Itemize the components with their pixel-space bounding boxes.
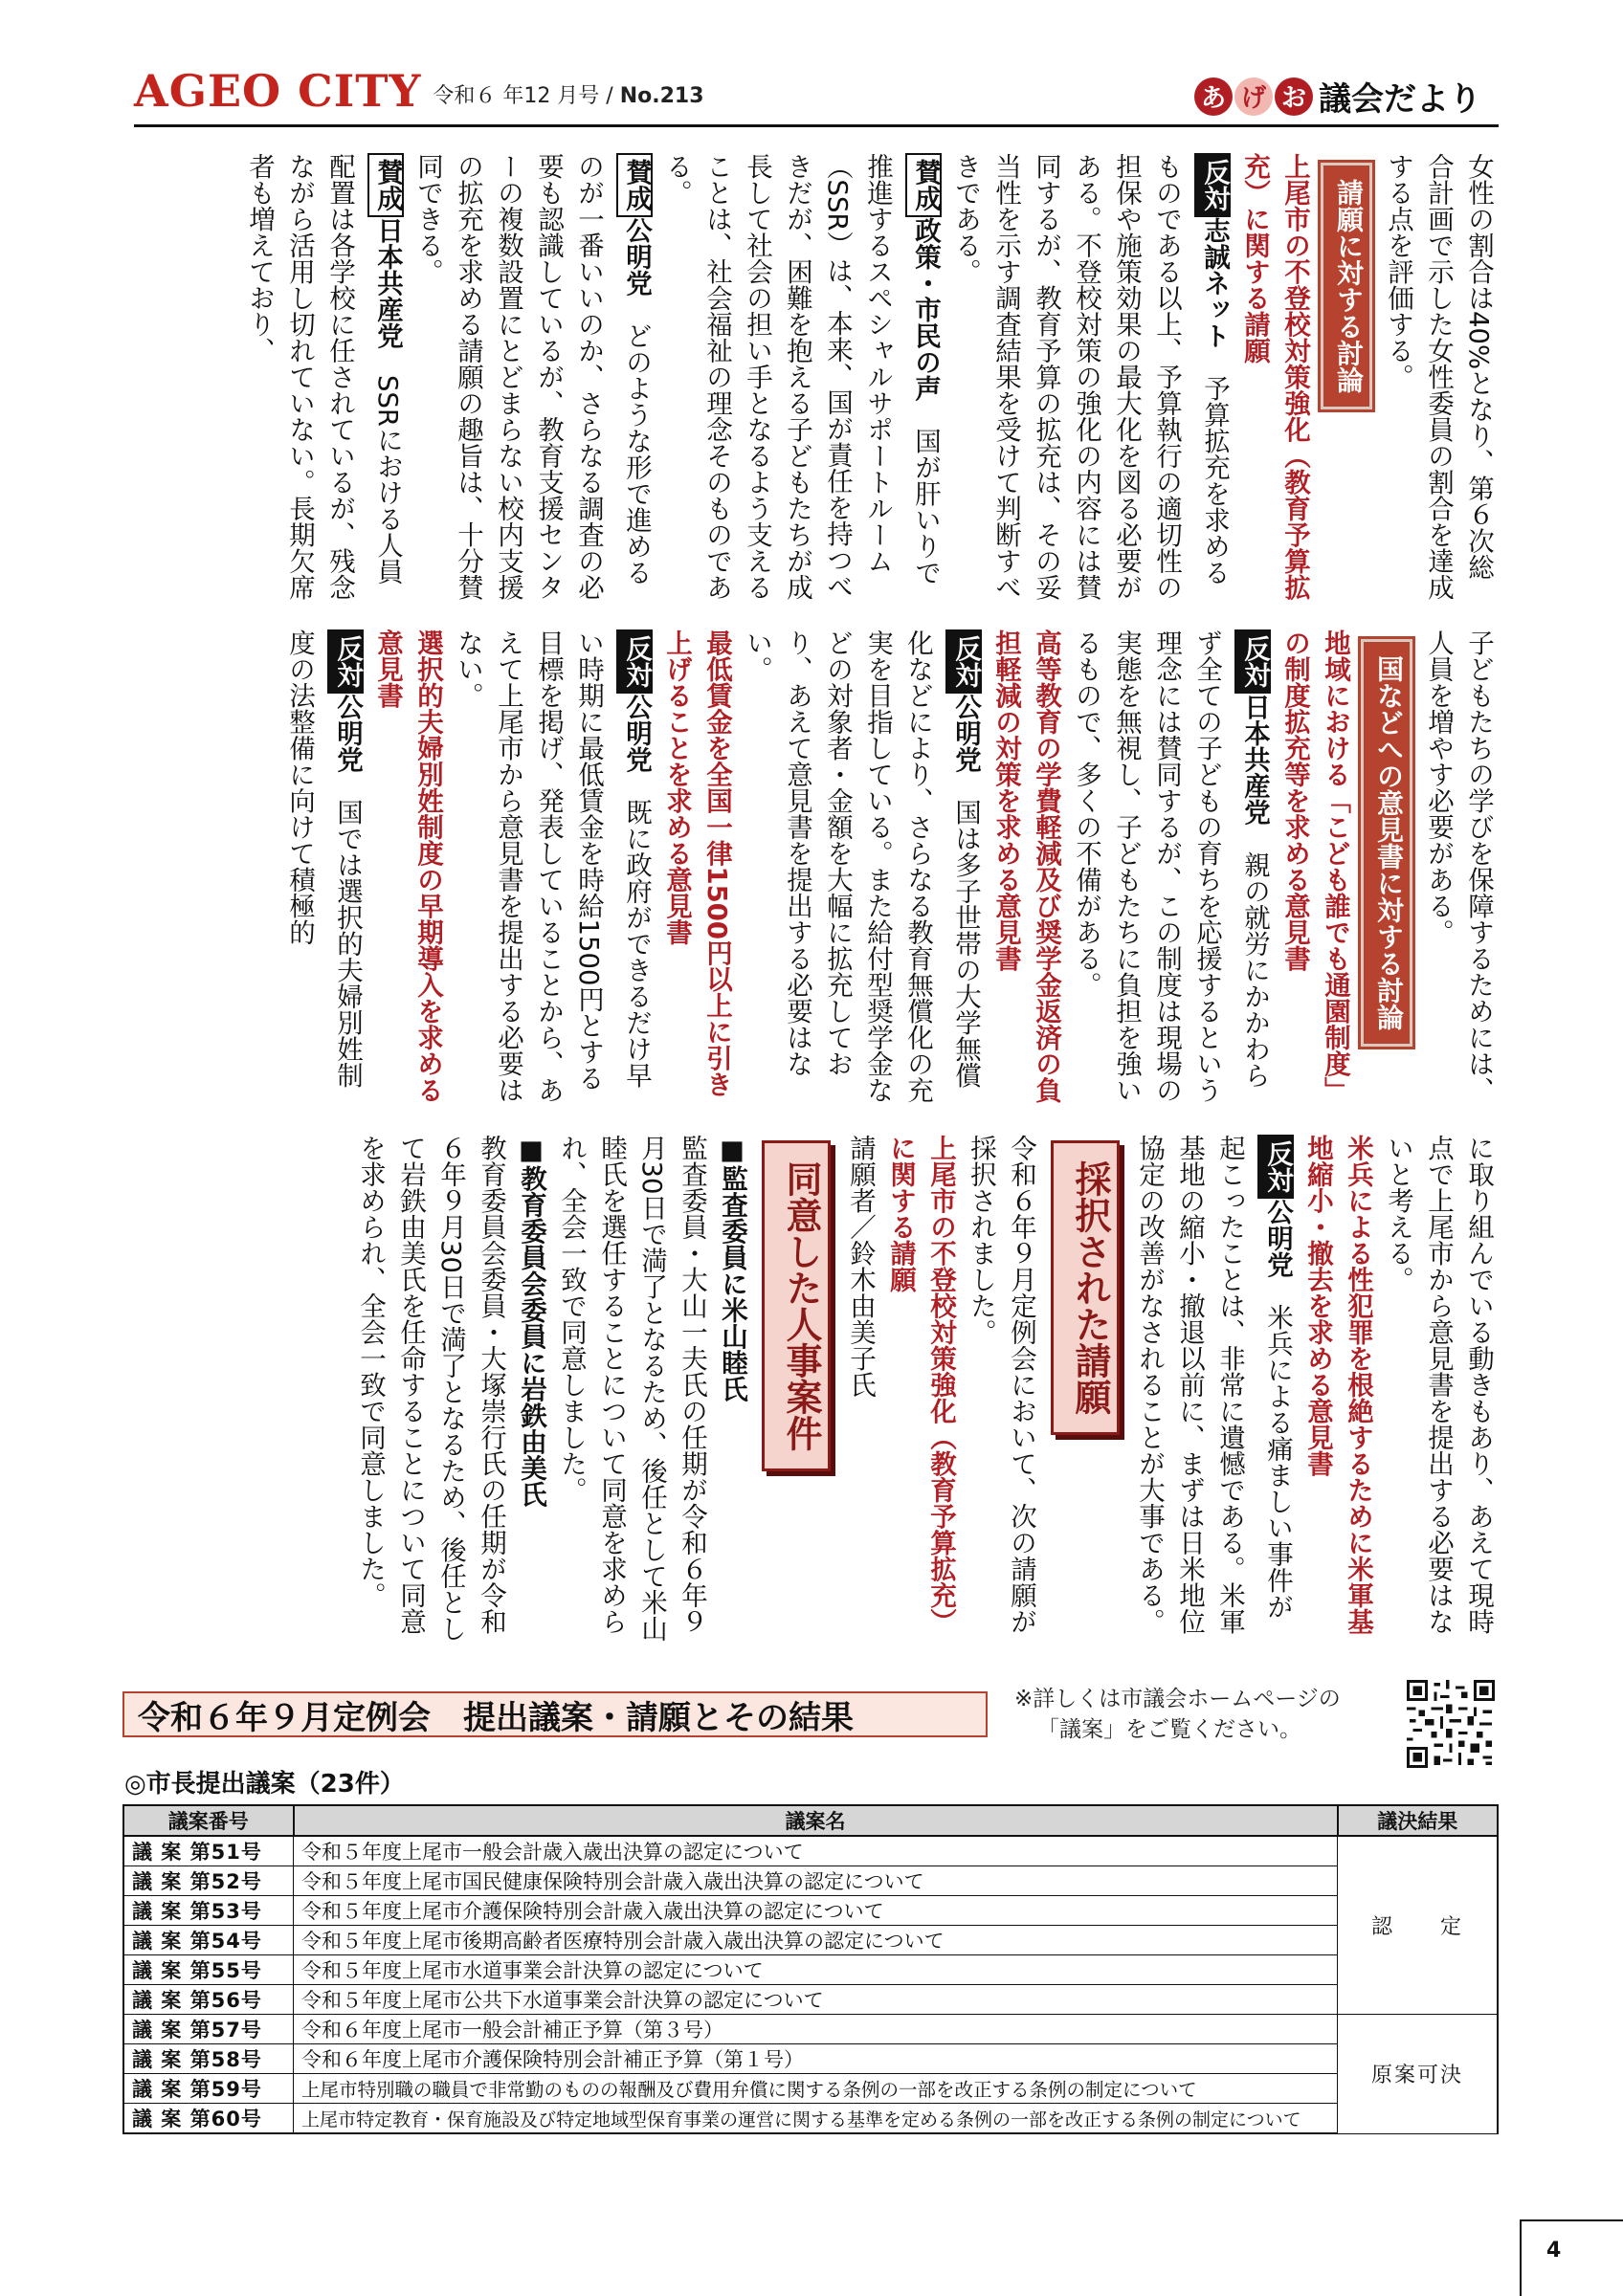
opinion-paragraph: 賛成公明党 どのような形で進めるのが一番いいのか、さらなる調査の必要も認識しているが、教育支援センターの複数設置にとどまらない校内支援の拡充を求める請願の趣旨は、十分賛同できる。 [412, 153, 652, 601]
table-row [123, 2074, 1498, 2104]
results-note: ※詳しくは市議会ホームページの 「議案」をご覧ください。 [1014, 1687, 1341, 1742]
bill-name: 令和５年度上尾市一般会計歳入歳出決算の認定について [294, 1836, 1338, 1866]
table-row [123, 1836, 1498, 1866]
section-heading-adopted-petition: 採択された請願 [1051, 1140, 1120, 1435]
personnel-heading: ■教育委員会委員に岩鉄由美氏 [516, 1135, 546, 1508]
issue-info: 令和６ 年12 月号 / No.213 [433, 84, 704, 108]
paragraph: 女性の割合は40%となり、第６次総合計画で示した女性委員の割合を達成する点を評価する。 [1383, 153, 1494, 601]
party-name: 政策・市民の声 [910, 217, 941, 402]
bill-number: 議 案 第60号 [123, 2104, 294, 2134]
masthead [134, 65, 704, 117]
bill-number: 議 案 第58号 [123, 2044, 294, 2074]
oppose-tag: 反対 [1257, 1135, 1294, 1199]
party-name: 日本共産党 [372, 217, 403, 349]
support-tag: 賛成 [905, 153, 942, 217]
result-cell: 認 定 [1338, 1836, 1499, 2015]
article-block-adopted-personnel [124, 1135, 1499, 1642]
table-row [123, 2015, 1498, 2044]
table-row [123, 2104, 1498, 2134]
paragraph: 子どもたちの学びを保障するためには、人員を増やす必要がある。 [1423, 629, 1494, 1103]
table-header-row [123, 1805, 1498, 1836]
opinion-paragraph: 反対志誠ネット 予算拡充を求めるものである以上、予算執行の適切性の担保や施策効果の最大化を図る必要がある。不登校対策の強化の内容には賛同するが、教育予算の拡充は、その妥当性を示す調査結果を受けて判断すべきである。 [950, 153, 1230, 601]
paragraph: 令和６年９月定例会において、次の請願が採択されました。 [966, 1135, 1036, 1635]
bill-number: 議 案 第52号 [123, 1866, 294, 1896]
table-row [123, 2044, 1498, 2074]
section-heading-personnel: 同意した人事案件 [762, 1140, 831, 1471]
bill-name: 上尾市特定教育・保育施設及び特定地域型保育事業の運営に関する基準を定める条例の一部を改正する条例の制定について [294, 2104, 1338, 2134]
column-header-result: 議決結果 [1338, 1805, 1499, 1836]
oppose-tag: 反対 [1194, 153, 1231, 217]
logo-char-o: お [1275, 77, 1313, 116]
party-name: 公明党 [950, 694, 981, 773]
oppose-tag: 反対 [1234, 629, 1271, 694]
publication-title: 議会だより [1319, 80, 1481, 119]
article-block-opinion-debate [124, 629, 1499, 1108]
table-row [123, 1926, 1498, 1955]
section-heading-petition-debate: 請願に対する討論 [1321, 163, 1372, 409]
opinion-heading: 地域における「こども誰でも通園制度」の制度拡充等を求める意見書 [1279, 629, 1350, 1103]
support-tag: 賛成 [367, 153, 404, 217]
support-tag: 賛成 [616, 153, 653, 217]
page-number: 4 [1520, 2219, 1623, 2296]
table-row [123, 1896, 1498, 1926]
party-name: 公明党 [1262, 1199, 1293, 1278]
bill-name: 上尾市特別職の職員で非常勤のものの報酬及び費用弁償に関する条例の一部を改正する条例の制定について [294, 2074, 1338, 2104]
bill-name: 令和６年度上尾市一般会計補正予算（第３号） [294, 2015, 1338, 2044]
column-header-bill-number: 議案番号 [123, 1805, 294, 1836]
logo-char-a: あ [1194, 77, 1233, 116]
opinion-paragraph: 反対公明党 国は多子世帯の大学無償化などにより、さらなる教育無償化の充実を目指している。また給付型奨学金などの対象者・金額を大幅に拡充しており、あえて意見書を提出する必要はない。 [742, 629, 981, 1103]
bill-name: 令和５年度上尾市公共下水道事業会計決算の認定について [294, 1985, 1338, 2015]
opinion-heading: 最低賃金を全国一律1500円以上に引き上げることを求める意見書 [661, 629, 732, 1098]
opinion-paragraph: 反対日本共産党 親の就労にかかわらず全ての子どもの育ちを応援するという理念には賛同するが、この制度は現場の実態を無視し、子どもたちに負担を強いるもので、多くの不備がある。 [1071, 629, 1270, 1103]
opinion-heading: 高等教育の学費軽減及び奨学金返済の負担軽減の対策を求める意見書 [990, 629, 1061, 1103]
bill-number: 議 案 第56号 [123, 1985, 294, 2015]
results-title: 令和６年９月定例会 提出議案・請願とその結果 [122, 1691, 988, 1737]
bill-number: 議 案 第53号 [123, 1896, 294, 1926]
logo-char-ge: げ [1234, 77, 1273, 116]
opinion-paragraph: 賛成日本共産党 SSRにおける人員配置は各学校に任されているが、残念ながら活用し切れていない。長期欠席者も増えており、 [244, 153, 403, 601]
party-name: 公明党 [332, 694, 363, 773]
bill-name: 令和５年度上尾市後期高齢者医療特別会計歳入歳出決算の認定について [294, 1926, 1338, 1955]
bill-number: 議 案 第54号 [123, 1926, 294, 1955]
article-block-petition-debate [124, 153, 1499, 603]
party-name: 公明党 [621, 217, 652, 297]
bill-number: 議 案 第51号 [123, 1836, 294, 1866]
party-name: 公明党 [621, 694, 652, 773]
paragraph: 教育委員会委員・大塚崇行氏の任期が令和６年９月30日で満了となるため、後任として岩鉄由美氏を任命することについて同意を求められ、全会一致で同意しました。 [355, 1135, 506, 1642]
paragraph: に取り組んでいる動きもあり、あえて現時点で上尾市から意見書を提出する必要はないと考える。 [1383, 1135, 1494, 1635]
oppose-tag: 反対 [327, 629, 364, 694]
party-name: 日本共産党 [1239, 694, 1270, 826]
opinion-paragraph: 反対公明党 既に政府ができるだけ早い時期に最低賃金を時給1500円とする目標を掲げ、発表していることから、あえて上尾市から意見書を提出する必要はない。 [453, 629, 652, 1103]
petition-heading: 上尾市の不登校対策強化（教育予算拡充）に関する請願 [1239, 153, 1310, 601]
petitioner: 請願者／鈴木由美子氏 [845, 1135, 876, 1398]
opinion-paragraph: 反対公明党 米兵による痛ましい事件が起こったことは、非常に遺憾である。米軍基地の縮小・撤退以前に、まずは日米地位協定の改善がなされることが大事である。 [1134, 1135, 1293, 1635]
opinion-paragraph: 賛成政策・市民の声 国が肝いりで推進するスペシャルサポートルーム（SSR）は、本来、国が責任を持つべきだが、困難を抱える子どもたちが成長して社会の担い手となるよう支えることは、社会福祉の理念そのものである。 [661, 153, 941, 601]
paragraph: 監査委員・大山一夫氏の任期が令和６年９月30日で満了となるため、後任として米山睦氏を選任することについて同意を求められ、全会一致で同意しました。 [556, 1135, 707, 1642]
column-header-bill-name: 議案名 [294, 1805, 1338, 1836]
results-table [122, 1804, 1499, 2134]
bill-number: 議 案 第57号 [123, 2015, 294, 2044]
table-row [123, 1985, 1498, 2015]
bill-number: 議 案 第55号 [123, 1955, 294, 1985]
newsletter-title [1194, 73, 1481, 120]
opinion-heading: 選択的夫婦別姓制度の早期導入を求める意見書 [372, 629, 443, 1103]
party-name: 志誠ネット [1199, 217, 1230, 349]
adopted-petition-heading: 上尾市の不登校対策強化（教育予算拡充）に関する請願 [885, 1135, 956, 1635]
opinion-paragraph: 反対公明党 国では選択的夫婦別姓制度の法整備に向けて積極的 [284, 629, 363, 1089]
bill-name: 令和５年度上尾市国民健康保険特別会計歳入歳出決算の認定について [294, 1866, 1338, 1896]
oppose-tag: 反対 [945, 629, 982, 694]
bill-number: 議 案 第59号 [123, 2074, 294, 2104]
city-logo-text: AGEO CITY [134, 65, 422, 117]
opinion-heading: 米兵による性犯罪を根絶するために米軍基地縮小・撤去を求める意見書 [1302, 1135, 1373, 1635]
bill-name: 令和５年度上尾市介護保険特別会計歳入歳出決算の認定について [294, 1896, 1338, 1926]
table-row [123, 1955, 1498, 1985]
qr-code-icon[interactable] [1407, 1680, 1495, 1768]
result-cell: 原案可決 [1338, 2015, 1499, 2134]
bill-name: 令和６年度上尾市介護保険特別会計補正予算（第１号） [294, 2044, 1338, 2074]
table-row [123, 1866, 1498, 1896]
header-rule [134, 124, 1499, 127]
bill-name: 令和５年度上尾市水道事業会計決算の認定について [294, 1955, 1338, 1985]
section-heading-opinion-debate: 国などへの意見書に対する討論 [1361, 639, 1412, 1047]
personnel-heading: ■監査委員に米山睦氏 [717, 1135, 747, 1402]
results-subtitle: ◎市長提出議案（23件） [124, 1770, 405, 1799]
oppose-tag: 反対 [616, 629, 653, 694]
